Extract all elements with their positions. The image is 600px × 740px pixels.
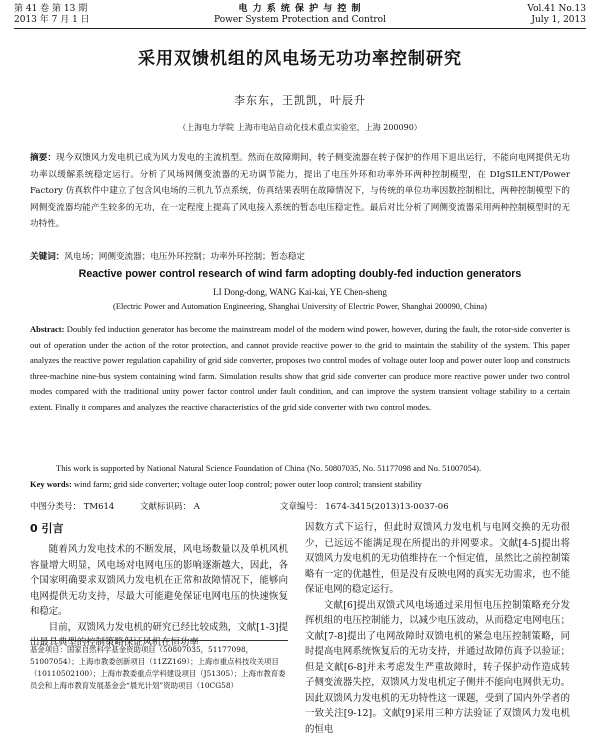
keywords-label-cn: 关键词：: [30, 252, 65, 262]
affiliation-en: (Electric Power and Automation Engineering, Shanghai University of Electric Power, Shanghai 200090, China): [113, 302, 487, 311]
abstract-label-cn: 摘要：: [30, 153, 57, 163]
body-paragraph: 随着风力发电技术的不断发展，风电场数量以及单机风机容量增大明显，风电场对电网电压的影响逐渐越大，因此，各个国家明确要求双馈风力发电机在正常和故障情况下，能够向电网提供无功支持，尽最大可能避免保证电网电压的快速恢复和稳定。: [30, 544, 288, 617]
authors-cn: 李东东，王凯凯，叶辰升: [234, 94, 366, 107]
paper-title-en: Reactive power control research of wind farm adopting doubly-fed induction generators: [78, 268, 522, 280]
affiliation-cn: （上海电力学院 上海市电站自动化技术重点实验室，上海 200090）: [178, 123, 422, 132]
abstract-text-cn: 现今双馈风力发电机已成为风力发电的主流机型。然而在故障期间，转子侧变流器在转子保护的作用下退出运行，不能向电网提供无功功率以缓解系统稳定运行。分析了风场网侧变流器的无功调节能力，提出了电压外环和功率外环两种控制模型，在 DIgSILENT/Power Factory 仿真软件中建立了包含风电场的三机九节点系统，仿真结果表明在故障情况下，与传统的单位功率因数控制相比，两种控制模型下的网侧变流器均能产生较多的无功，在一定程度上提高了风电接入系统的暂态电压稳定性。最后对比分析了网侧变流器采用两种控制模型时的无功特性。: [30, 153, 570, 229]
header-center: [14, 4, 586, 26]
body-paragraph: 文献[6]提出双馈式风电场通过采用恒电压控制策略充分发挥机组的电压控制能力，以减少电压波动，从而稳定电网电压；文献[7-8]提出了电网故障时双馈电机的紧急电压控制策略，同时提高电网系统恢复后的无功支持，并通过故障仿真予以验证；但是文献[6-8]并未考虑发生严重故障时，转子保护动作造成转子侧变流器失控，双馈风力发电机定子侧并不能向电网供无功。因此双馈风力发电机的无功特性这一课题，受到了国内外学者的一致关注[9-12]。文献[9]采用三种方法验证了双馈风力发电机的恒电: [305, 599, 570, 735]
article-label: 文章编号：: [280, 502, 323, 512]
keywords-text-en: wind farm; grid side converter; voltage outer loop control; power outer loop control; transient stability: [73, 479, 422, 489]
body-column-left: [30, 520, 288, 651]
issue-date-en: July 1, 2013: [531, 15, 586, 25]
journal-name-en: Power System Protection and Control: [214, 15, 386, 25]
article-number: [280, 500, 449, 512]
article-value: 1674-3415(2013)13-0037-06: [325, 502, 449, 512]
footnote-funding: 基金项目：国家自然科学基金资助项目（50807035，51177098，51007054）；上海市教委创新项目（11ZZ169）；上海市重点科技攻关项目（10110502100）；上海市教委重点学科建设项目（J51305）；上海市教育委员会和上海市教育发展基金会“晨光计划”资助项目（10CG58）: [30, 640, 288, 692]
keywords-label-en: Key words:: [30, 479, 72, 489]
doc-label: 文献标识码：: [140, 502, 192, 512]
header-right: [527, 4, 586, 26]
doc-value: A: [193, 502, 200, 512]
classification-line: [30, 500, 570, 514]
section-title-intro: 0 引言: [30, 522, 64, 535]
authors-en: LI Dong-dong, WANG Kai-kai, YE Chen-sheng: [213, 287, 387, 297]
abstract-cn: [30, 150, 570, 233]
journal-header: [14, 4, 586, 29]
abstract-label-en: Abstract:: [30, 324, 65, 334]
clc-number: [30, 500, 114, 512]
issue-date-cn: 2013 年 7 月 1 日: [14, 15, 90, 25]
funding-note-en: This work is supported by National Natural Science Foundation of China (No. 50807035, No. 51177098 and No. 51007054).: [56, 463, 482, 473]
body-paragraph: 目前，双馈风力发电机的研究已经比较成熟，文献[1-3]提出最具典型的控制策略保证风机在恒功率: [30, 621, 288, 648]
keywords-text-cn: 风电场；网侧变流器；电压外环控制；功率外环控制；暂态稳定: [64, 252, 306, 262]
body-paragraph: 因数方式下运行，但此时双馈风力发电机与电网交换的无功很少，已远远不能满足现在所提出的并网要求。文献[4-5]提出将双馈风力发电机的无功值维持在一个恒定值，虽然比之前控制策略有一定的优越性，但是没有反映电网的真实无功需求，也不能保证电网的稳定运行。: [305, 522, 570, 595]
keywords-cn: [30, 250, 570, 264]
document-code: [140, 500, 200, 512]
journal-name-cn: 电 力 系 统 保 护 与 控 制: [238, 4, 362, 14]
paper-title-cn: 采用双馈机组的风电场无功功率控制研究: [138, 49, 462, 69]
volume-issue: 第 41 卷 第 13 期: [14, 4, 88, 14]
abstract-en: [30, 322, 570, 416]
keywords-en: [30, 478, 570, 491]
volume-issue-en: Vol.41 No.13: [527, 4, 586, 14]
abstract-text-en: Doubly fed induction generator has become the mainstream model of the modern wind power, however, during the fault, the rotor-side converter is out of operation under the action of the rotor protection, and cannot provide reactive power to the grid to maintain the stability of the system. This paper analyzes the reactive power regulation capability of grid side converter, proposes two control modes of voltage outer loop and power outer loop and constructs three-machine nine-bus system containing wind farm. Simulation results show that grid side converter can produce more reactive power under two control modes compared with the traditional unity power factor control under fault condition, and can improve the system transient voltage stability to a certain extent. Finally it compares and analyzes the reactive characteristics of the grid side converter with two control modes.: [30, 324, 570, 412]
body-column-right: [305, 520, 570, 737]
clc-label: 中图分类号：: [30, 502, 82, 512]
clc-value: TM614: [83, 502, 115, 512]
